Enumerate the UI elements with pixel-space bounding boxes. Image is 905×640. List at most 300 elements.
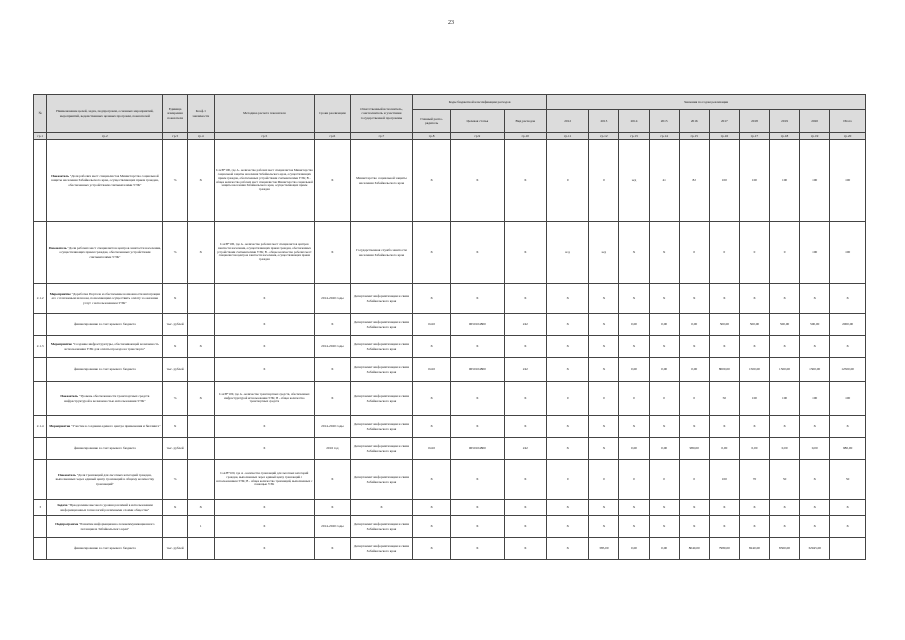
year-value-cell: X [770,336,800,358]
term-cell: X [315,500,351,516]
responsible-cell: Департамент информатизации и связи Забайкальского края [350,284,412,314]
year-value-cell: 0 [770,222,800,284]
row-number-cell [34,438,47,460]
table-row [34,140,866,222]
year-value-cell: X [619,500,649,516]
budget-code-cell: X [413,222,451,284]
year-value-cell: X [546,538,588,560]
year-value-cell: X [589,314,619,336]
year-value-cell: 100 [800,382,830,416]
table-row [34,284,866,314]
row-name-text: "Участие в создании единого центра применения и биллинга" [70,424,161,429]
term-cell: 2014-2020 годы [315,284,351,314]
budget-code-cell: X [504,460,546,500]
term-cell: 2016 год [315,438,351,460]
responsible-cell: Департамент информатизации и связи Забайкальского края [350,438,412,460]
unit-cell [163,516,188,538]
coef-cell: X [187,222,214,284]
year-value-cell: X [709,500,739,516]
header-term: Сроки реализации [315,95,351,133]
column-index-row [34,133,866,140]
term-cell: 2014-2020 годы [315,516,351,538]
year-value-cell: 0 [679,460,709,500]
year-value-cell: X [800,460,830,500]
index-cell: гр.12 [589,133,619,140]
year-value-cell: 0 [546,382,588,416]
responsible-cell: Департамент информатизации и связи Забайкальского края [350,358,412,382]
budget-code-cell: X [504,538,546,560]
table-row [34,314,866,336]
year-value-cell: X [546,438,588,460]
budget-code-cell: X [451,516,505,538]
row-name-cell [47,500,163,516]
year-value-cell: н/д [546,222,588,284]
index-cell: гр.9 [451,133,505,140]
table-row [34,382,866,416]
responsible-cell: X [350,500,412,516]
budget-code-cell: X [504,416,546,438]
row-number-cell: 2.1.2 [34,284,47,314]
year-value-cell: 100 [830,382,866,416]
year-value-cell: 8240,00 [739,538,769,560]
header-responsible: Ответственный исполнитель, соисполнитель и участники государственной программы [350,95,412,133]
year-value-cell: 41 [649,140,679,222]
header-year: 2016 [679,110,709,133]
row-name-text: "Уровень обеспеченности транспортных средств инфраструктурой к возможностью использования УЭК" [64,394,150,403]
table-row [34,516,866,538]
index-cell: гр.4 [187,133,214,140]
year-value-cell: 0,00 [649,314,679,336]
year-value-cell: X [739,516,769,538]
index-cell: гр.14 [649,133,679,140]
year-value-cell: 0 [619,382,649,416]
responsible-cell: Государственная служба занятости населения Забайкальского края [350,222,412,284]
year-value-cell: 0 [679,222,709,284]
year-value-cell: 0,00 [649,438,679,460]
year-value-cell: X [546,336,588,358]
budget-code-cell: X [413,336,451,358]
year-value-cell: 100 [709,140,739,222]
year-value-cell: X [830,336,866,358]
year-value-cell [830,538,866,560]
year-value-cell: 0 [709,222,739,284]
header-no: № [34,95,47,133]
row-type-label: Мероприятие [50,342,72,347]
header-budget-col: Целевая статья [451,110,505,133]
header-year: 2013 [589,110,619,133]
year-value-cell: X [649,284,679,314]
year-value-cell: 0,00 [739,438,769,460]
row-name-cell [47,538,163,560]
row-name-text: финансирование за счет краевого бюджета [74,446,136,451]
coef-cell [187,438,214,460]
budget-code-cell: X [451,222,505,284]
year-value-cell: 0,00 [649,358,679,382]
year-value-cell: 0 [619,460,649,500]
method-cell: X [214,438,314,460]
header-year: Итого [830,110,866,133]
budget-code-cell: X [504,382,546,416]
year-value-cell: 50 [770,460,800,500]
year-value-cell: 980,00 [830,438,866,460]
index-cell: гр.1 [34,133,47,140]
year-value-cell: X [546,314,588,336]
unit-cell: % [163,382,188,416]
year-value-cell: X [709,284,739,314]
coef-cell [187,284,214,314]
year-value-cell: 100 [830,140,866,222]
row-type-label: Показатель [51,174,69,179]
year-value-cell: X [709,516,739,538]
budget-code-cell: X [413,516,451,538]
table-row [34,336,866,358]
year-value-cell: X [679,516,709,538]
budget-code-cell: 242 [504,358,546,382]
responsible-cell: Министерство социальной защиты населения Забайкальского края [350,140,412,222]
year-value-cell: X [619,222,649,284]
year-value-cell: 82 [679,140,709,222]
table-row [34,416,866,438]
year-value-cell: X [679,284,709,314]
year-value-cell: X [739,500,769,516]
method-cell: X [214,336,314,358]
header-year: 2017 [709,110,739,133]
row-type-label: Мероприятие [49,424,71,429]
year-value-cell: X [800,284,830,314]
row-name-text: "Доля рабочих мест специалистов центров занятости населения, осуществляющих прием граждан, обеспеченных устройствами считывателями УЭК" [59,246,161,259]
year-value-cell: 0,00 [679,358,709,382]
method-cell: X [214,284,314,314]
row-number-cell [34,516,47,538]
index-cell: гр.16 [709,133,739,140]
budget-code-cell: X [451,416,505,438]
budget-code-cell: X [451,500,505,516]
year-value-cell: 100 [739,140,769,222]
year-value-cell: X [589,336,619,358]
year-value-cell: 0,00 [800,438,830,460]
row-name-cell [47,284,163,314]
year-value-cell: 0 [589,460,619,500]
year-value-cell: X [589,500,619,516]
coef-cell: X [187,336,214,358]
row-name-text: финансирование за счет краевого бюджета [74,546,136,551]
header-year: 2018 [739,110,769,133]
responsible-cell: Департамент информатизации и связи Забайкальского края [350,538,412,560]
year-value-cell: X [546,358,588,382]
year-value-cell: X [619,284,649,314]
year-value-cell: 50 [709,382,739,416]
row-number-cell: 3 [34,500,47,516]
budget-code-cell: X [413,538,451,560]
row-number-cell [34,382,47,416]
term-cell: X [315,358,351,382]
year-value-cell: X [589,284,619,314]
coef-cell: X [187,382,214,416]
year-value-cell: 32945,00 [800,538,830,560]
unit-cell: X [163,284,188,314]
year-value-cell: X [649,500,679,516]
year-value-cell: 100 [770,382,800,416]
header-year: 2019 [770,110,800,133]
header-year: 2014 [619,110,649,133]
year-value-cell: 980,00 [679,438,709,460]
budget-code-cell: X [504,284,546,314]
row-type-label: Задача [57,503,68,508]
row-name-cell [47,336,163,358]
year-value-cell: 8300,00 [770,538,800,560]
budget-code-cell: X [504,336,546,358]
header-budget-col: Вид расходов [504,110,546,133]
index-cell: гр.6 [315,133,351,140]
header-name: Наименование целей, задач, подпрограмм, основных мероприятий, мероприятий, ведомственных целевых программ, показателей [47,95,163,133]
year-value-cell: 1500,00 [770,358,800,382]
table-row [34,460,866,500]
year-value-cell: X [800,516,830,538]
year-value-cell: 1500,00 [739,358,769,382]
row-type-label: Показатель [48,246,67,251]
budget-code-cell: X [451,284,505,314]
row-name-text: "Развитие информационно-телекоммуникационного потенциала Забайкальского края" [78,522,155,531]
year-value-cell: X [800,336,830,358]
budget-code-cell: 0410 [413,314,451,336]
index-cell: гр.13 [619,133,649,140]
row-number-cell [34,538,47,560]
row-name-cell [47,438,163,460]
year-value-cell: X [546,516,588,538]
header-budget-group: Коды бюджетной классификации расходов [413,95,547,110]
year-value-cell: X [709,416,739,438]
method-cell: I=A/B*100, где A - количество рабочих мест специалистов центров занятости населения, осуществляющих прием граждан, обеспеченных устройствами считывателями УЭК; B - общее количество рабочих мест специалистов центров занятости населения, осуществляющих прием граждан [214,222,314,284]
row-name-cell [47,140,163,222]
method-cell: X [214,314,314,336]
row-number-cell [34,314,47,336]
year-value-cell: X [739,284,769,314]
program-indicators-table [33,94,866,560]
row-number-cell [34,140,47,222]
header-years-group: Значения по годам реализации [546,95,865,110]
row-type-label: Подпрограмма [55,522,79,527]
method-cell: X [214,516,314,538]
row-name-cell [47,516,163,538]
year-value-cell: 100 [830,222,866,284]
unit-cell: тыс. рублей [163,438,188,460]
year-value-cell: 0 [649,382,679,416]
budget-code-cell: 0410 [413,438,451,460]
index-cell: гр.3 [163,133,188,140]
year-value-cell: н/д [619,140,649,222]
row-name-cell [47,382,163,416]
year-value-cell: 0 [589,140,619,222]
unit-cell: % [163,460,188,500]
year-value-cell: 500,00 [800,314,830,336]
term-cell: X [315,460,351,500]
coef-cell [187,538,214,560]
row-number-cell: 2.1.4 [34,416,47,438]
year-value-cell: 100 [709,460,739,500]
method-cell: X [214,416,314,438]
table-header [34,95,866,133]
year-value-cell: 0,00 [649,538,679,560]
unit-cell: тыс. рублей [163,314,188,336]
method-cell: X [214,358,314,382]
index-cell: гр.5 [214,133,314,140]
budget-code-cell: 0650104800 [451,358,505,382]
unit-cell: тыс. рублей [163,358,188,382]
coef-cell [187,314,214,336]
year-value-cell: 0,00 [679,314,709,336]
row-name-text: финансирование за счет краевого бюджета [74,322,136,327]
year-value-cell: 500,00 [709,314,739,336]
row-name-text: финансирование за счет краевого бюджета [74,367,136,372]
year-value-cell: X [649,222,679,284]
year-value-cell: X [770,516,800,538]
coef-cell [187,460,214,500]
row-number-cell [34,460,47,500]
budget-code-cell: X [413,460,451,500]
year-value-cell: 7980,00 [709,538,739,560]
method-cell: I=A/B*100, где A - количество рабочих мест специалистов Министерства социальной защиты населения Забайкальского края, осуществляющих прием граждан, обеспеченных устройствами считывателями УЭК; B - общее количество рабочих мест специалистов Министерства социальной защиты населения Забайкальского края, осуществляющих прием граждан [214,140,314,222]
unit-cell: X [163,500,188,516]
year-value-cell: 70 [739,460,769,500]
row-number-cell [34,358,47,382]
table-body [34,133,866,560]
term-cell: X [315,140,351,222]
term-cell: 2014-2020 годы [315,336,351,358]
method-cell: X [214,538,314,560]
index-cell: гр.20 [830,133,866,140]
responsible-cell: Департамент информатизации и связи Забайкальского края [350,516,412,538]
budget-code-cell: X [451,336,505,358]
index-cell: гр.18 [770,133,800,140]
budget-code-cell: X [451,538,505,560]
row-type-label: Мероприятие [49,292,71,297]
year-value-cell: 12500,00 [830,358,866,382]
row-name-text: "Доля транзакций для льготных категорий граждан, выполненных через единый центр транзакций в общему количеству транзакций" [55,473,155,486]
table-row [34,538,866,560]
budget-code-cell: 0650104800 [451,314,505,336]
header-year: 2015 [649,110,679,133]
coef-cell: 1 [187,516,214,538]
header-year: 2020 [800,110,830,133]
year-value-cell: 100 [800,140,830,222]
year-value-cell: X [619,336,649,358]
year-value-cell: X [589,438,619,460]
unit-cell: % [163,222,188,284]
year-value-cell: X [830,284,866,314]
header-year: 2012 [546,110,588,133]
year-value-cell: X [679,500,709,516]
year-value-cell: X [739,416,769,438]
year-value-cell: X [679,416,709,438]
row-name-cell [47,222,163,284]
year-value-cell: 0,00 [619,438,649,460]
index-cell: гр.8 [413,133,451,140]
unit-cell: тыс. рублей [163,538,188,560]
budget-code-cell: X [451,140,505,222]
year-value-cell: X [546,500,588,516]
budget-code-cell: X [413,284,451,314]
budget-code-cell: 242 [504,438,546,460]
method-cell: X [214,500,314,516]
year-value-cell: X [546,284,588,314]
unit-cell: % [163,140,188,222]
year-value-cell: X [649,416,679,438]
header-unit: Единица измерения показателя [163,95,188,133]
year-value-cell: X [739,336,769,358]
row-name-cell [47,460,163,500]
year-value-cell: X [800,416,830,438]
year-value-cell: н/д [589,222,619,284]
year-value-cell: 0 [649,460,679,500]
index-cell: гр.7 [350,133,412,140]
budget-code-cell: X [451,460,505,500]
table-row [34,500,866,516]
index-cell: гр.11 [546,133,588,140]
year-value-cell: X [619,516,649,538]
row-name-cell [47,416,163,438]
year-value-cell: 0 [546,140,588,222]
year-value-cell: 8000,00 [709,358,739,382]
responsible-cell: Департамент информатизации и связи Забайкальского края [350,382,412,416]
year-value-cell: 2000,00 [830,314,866,336]
budget-code-cell: X [504,140,546,222]
index-cell: гр.15 [679,133,709,140]
year-value-cell: X [649,516,679,538]
year-value-cell: X [770,416,800,438]
budget-code-cell: 0650104800 [451,438,505,460]
index-cell: гр.2 [47,133,163,140]
coef-cell: X [187,140,214,222]
responsible-cell: Департамент информатизации и связи Забайкальского края [350,416,412,438]
year-value-cell: X [830,500,866,516]
row-type-label: Показатель [60,394,79,399]
term-cell: X [315,314,351,336]
row-name-text: "Доля рабочих мест специалистов Министерства социальной защиты населения Забайкальского края, осуществляющих прием граждан, обеспеченных устройствами считывателями УЭК" [50,174,159,187]
coef-cell: X [187,500,214,516]
table-row [34,438,866,460]
table-row [34,358,866,382]
year-value-cell: 0 [739,222,769,284]
year-value-cell: X [589,358,619,382]
year-value-cell: X [546,416,588,438]
budget-code-cell: X [504,500,546,516]
coef-cell [187,416,214,438]
year-value-cell: 0 [546,460,588,500]
row-type-label: Показатель [58,473,76,478]
index-cell: гр.19 [800,133,830,140]
budget-code-cell: X [413,140,451,222]
year-value-cell: 0 [589,382,619,416]
year-value-cell: X [589,516,619,538]
budget-code-cell: X [413,416,451,438]
year-value-cell: X [589,416,619,438]
coef-cell [187,358,214,382]
row-name-text: "Преодоление высокого уровня различий в использовании информационных технологий различными слоями общества" [60,503,153,512]
row-number-cell: 2.1.3 [34,336,47,358]
year-value-cell: X [800,500,830,516]
year-value-cell: X [709,336,739,358]
header-method: Методика расчета показателя [214,95,314,133]
year-value-cell: 0,00 [619,538,649,560]
year-value-cell: 0,00 [709,438,739,460]
responsible-cell: Департамент информатизации и связи Забайкальского края [350,460,412,500]
year-value-cell: 100 [739,382,769,416]
responsible-cell: Департамент информатизации и связи Забайкальского края [350,314,412,336]
budget-code-cell: X [504,516,546,538]
year-value-cell: 100 [770,140,800,222]
responsible-cell: Департамент информатизации и связи Забайкальского края [350,336,412,358]
year-value-cell: 500,00 [770,314,800,336]
